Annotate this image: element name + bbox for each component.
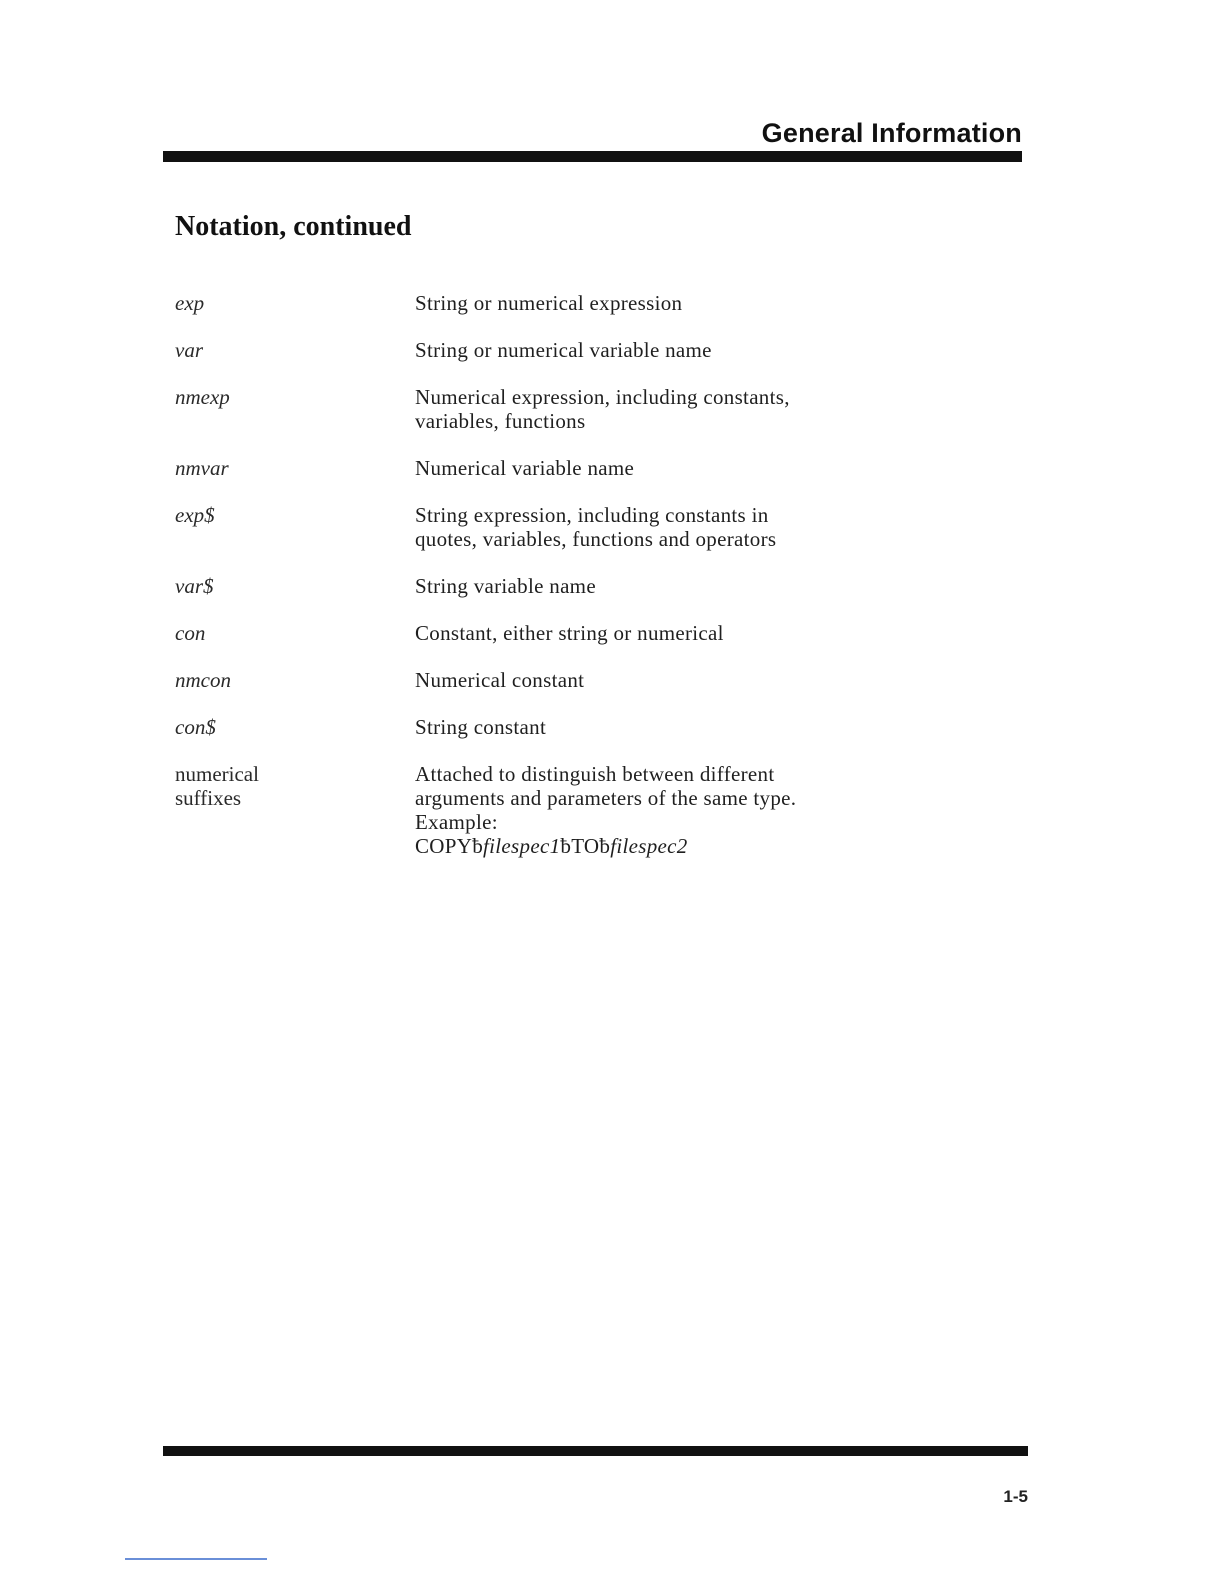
- notation-description: [415, 668, 875, 692]
- notation-description: [415, 715, 875, 739]
- notation-row: [175, 574, 875, 598]
- notation-description: [415, 338, 875, 362]
- scan-mark: [125, 1558, 267, 1560]
- notation-description: [415, 621, 875, 645]
- notation-term: con: [175, 621, 206, 645]
- term-line: suffixes: [175, 786, 242, 810]
- blank-symbol: ƀ: [599, 834, 611, 858]
- footer-rule: [163, 1446, 1028, 1456]
- term-line: numerical: [175, 762, 259, 786]
- notation-row-suffixes: [175, 762, 875, 858]
- notation-description: [415, 762, 875, 858]
- notation-row: [175, 503, 875, 551]
- notation-row: [175, 291, 875, 315]
- notation-term: var$: [175, 574, 214, 598]
- example-command-word: TO: [571, 834, 600, 858]
- description-line: Numerical expression, including constants,: [415, 385, 790, 409]
- notation-row: [175, 456, 875, 480]
- notation-description: [415, 456, 875, 480]
- notation-term: var: [175, 338, 203, 362]
- notation-term: con$: [175, 715, 216, 739]
- description-line: Example:: [415, 810, 498, 834]
- header-rule: [163, 151, 1022, 162]
- notation-description: [415, 574, 875, 598]
- page-number: 1-5: [1003, 1487, 1028, 1506]
- example-command-word: COPY: [415, 834, 473, 858]
- notation-term: exp: [175, 291, 205, 315]
- description-line: String constant: [415, 715, 547, 739]
- description-line: String or numerical variable name: [415, 338, 712, 362]
- notation-term: exp$: [175, 503, 215, 527]
- description-line: Constant, either string or numerical: [415, 621, 724, 645]
- notation-row: [175, 621, 875, 645]
- notation-row: [175, 715, 875, 739]
- notation-description: [415, 503, 875, 551]
- blank-symbol: ƀ: [560, 834, 572, 858]
- example-argument: filespec2: [610, 834, 688, 858]
- notation-term: nmexp: [175, 385, 230, 409]
- description-line: String expression, including constants in: [415, 503, 769, 527]
- description-line: variables, functions: [415, 409, 586, 433]
- blank-symbol: ƀ: [472, 834, 484, 858]
- notation-term: nmvar: [175, 456, 229, 480]
- description-line: Numerical variable name: [415, 456, 635, 480]
- header-title: General Information: [761, 118, 1022, 148]
- notation-term: [175, 762, 415, 810]
- example-argument: filespec1: [483, 834, 561, 858]
- notation-row: [175, 385, 875, 433]
- notation-description: [415, 385, 875, 433]
- description-line: String or numerical expression: [415, 291, 683, 315]
- example-command: [415, 834, 875, 858]
- notation-description: [415, 291, 875, 315]
- description-line: String variable name: [415, 574, 596, 598]
- notation-term: nmcon: [175, 668, 231, 692]
- section-title: Notation, continued: [175, 211, 412, 242]
- description-line: Numerical constant: [415, 668, 585, 692]
- description-line: arguments and parameters of the same type.: [415, 786, 797, 810]
- notation-table: [175, 291, 875, 881]
- description-line: quotes, variables, functions and operators: [415, 527, 777, 551]
- notation-row: [175, 668, 875, 692]
- notation-row: [175, 338, 875, 362]
- description-line: Attached to distinguish between different: [415, 762, 775, 786]
